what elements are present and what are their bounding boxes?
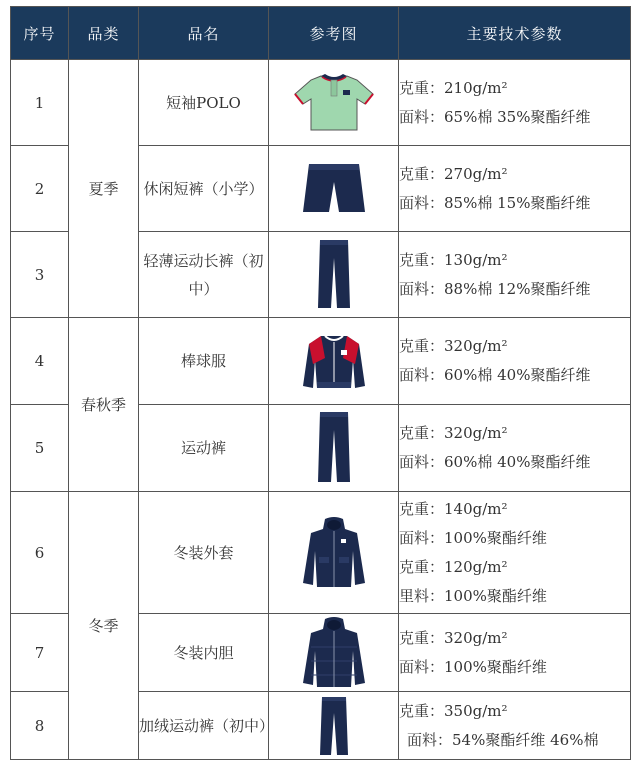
tech-params bbox=[399, 146, 631, 232]
item-name: 休闲短裤（小学） bbox=[139, 146, 269, 232]
row-no: 2 bbox=[11, 146, 69, 232]
item-name: 短袖POLO bbox=[139, 60, 269, 146]
reference-image bbox=[269, 405, 399, 492]
header-reference-image: 参考图 bbox=[269, 7, 399, 60]
tech-params bbox=[399, 60, 631, 146]
spec-line: 克重：320g/m² bbox=[399, 628, 508, 647]
long-pants-icon bbox=[314, 238, 354, 312]
fleece-pants-icon bbox=[317, 695, 351, 757]
reference-image bbox=[269, 614, 399, 692]
spec-line: 克重：120g/m² bbox=[399, 557, 508, 576]
header-item-name: 品名 bbox=[139, 7, 269, 60]
row-no: 1 bbox=[11, 60, 69, 146]
category-winter: 冬季 bbox=[69, 492, 139, 760]
spec-line: 克重：320g/m² bbox=[399, 424, 508, 442]
row-no: 3 bbox=[11, 232, 69, 318]
spec-line: 面料：100%聚酯纤维 bbox=[399, 528, 547, 547]
item-name: 冬装内胆 bbox=[139, 614, 269, 692]
sport-pants-icon bbox=[314, 410, 354, 486]
spec-line: 克重：140g/m² bbox=[399, 499, 508, 518]
spec-line: 里料：100%聚酯纤维 bbox=[399, 586, 547, 605]
reference-image bbox=[269, 60, 399, 146]
tech-params bbox=[399, 492, 631, 614]
tech-params bbox=[399, 405, 631, 492]
row-no: 7 bbox=[11, 614, 69, 692]
tech-params bbox=[399, 232, 631, 318]
item-name: 棒球服 bbox=[139, 318, 269, 405]
row-no: 4 bbox=[11, 318, 69, 405]
header-category: 品类 bbox=[69, 7, 139, 60]
spec-line: 面料：85%棉 15%聚酯纤维 bbox=[399, 193, 591, 212]
spec-line: 面料：100%聚酯纤维 bbox=[399, 657, 547, 676]
spec-line: 面料：54%聚酯纤维 46%棉 bbox=[407, 730, 599, 749]
category-spring-autumn: 春秋季 bbox=[69, 318, 139, 492]
spec-line: 面料：88%棉 12%聚酯纤维 bbox=[399, 279, 591, 298]
tech-params bbox=[399, 318, 631, 405]
table-row bbox=[11, 492, 631, 614]
item-name: 加绒运动裤（初中） bbox=[139, 692, 269, 760]
header-row bbox=[11, 7, 631, 60]
item-name: 冬装外套 bbox=[139, 492, 269, 614]
reference-image bbox=[269, 318, 399, 405]
item-name: 运动裤 bbox=[139, 405, 269, 492]
spec-line: 克重：270g/m² bbox=[399, 164, 508, 183]
polo-shirt-icon bbox=[291, 72, 377, 134]
item-name: 轻薄运动长裤（初中） bbox=[139, 232, 269, 318]
winter-coat-icon bbox=[301, 517, 367, 589]
category-summer: 夏季 bbox=[69, 60, 139, 318]
header-tech-params: 主要技术参数 bbox=[399, 7, 631, 60]
row-no: 8 bbox=[11, 692, 69, 760]
tech-params bbox=[399, 614, 631, 692]
spec-line: 克重：320g/m² bbox=[399, 337, 508, 355]
reference-image bbox=[269, 146, 399, 232]
reference-image bbox=[269, 492, 399, 614]
spec-line: 克重：350g/m² bbox=[399, 701, 508, 720]
spec-line: 克重：210g/m² bbox=[399, 78, 508, 97]
row-no: 5 bbox=[11, 405, 69, 492]
shorts-icon bbox=[299, 160, 369, 218]
spec-line: 面料：60%棉 40%聚酯纤维 bbox=[399, 366, 591, 384]
spec-line: 克重：130g/m² bbox=[399, 250, 508, 269]
reference-image bbox=[269, 692, 399, 760]
down-liner-icon bbox=[301, 617, 367, 689]
baseball-jacket-icon bbox=[301, 330, 367, 392]
spec-line: 面料：65%棉 35%聚酯纤维 bbox=[399, 107, 591, 126]
table-row bbox=[11, 60, 631, 146]
header-no: 序号 bbox=[11, 7, 69, 60]
reference-image bbox=[269, 232, 399, 318]
uniform-spec-table bbox=[10, 6, 631, 760]
row-no: 6 bbox=[11, 492, 69, 614]
spec-line: 面料：60%棉 40%聚酯纤维 bbox=[399, 453, 591, 471]
tech-params bbox=[399, 692, 631, 760]
table-row bbox=[11, 318, 631, 405]
